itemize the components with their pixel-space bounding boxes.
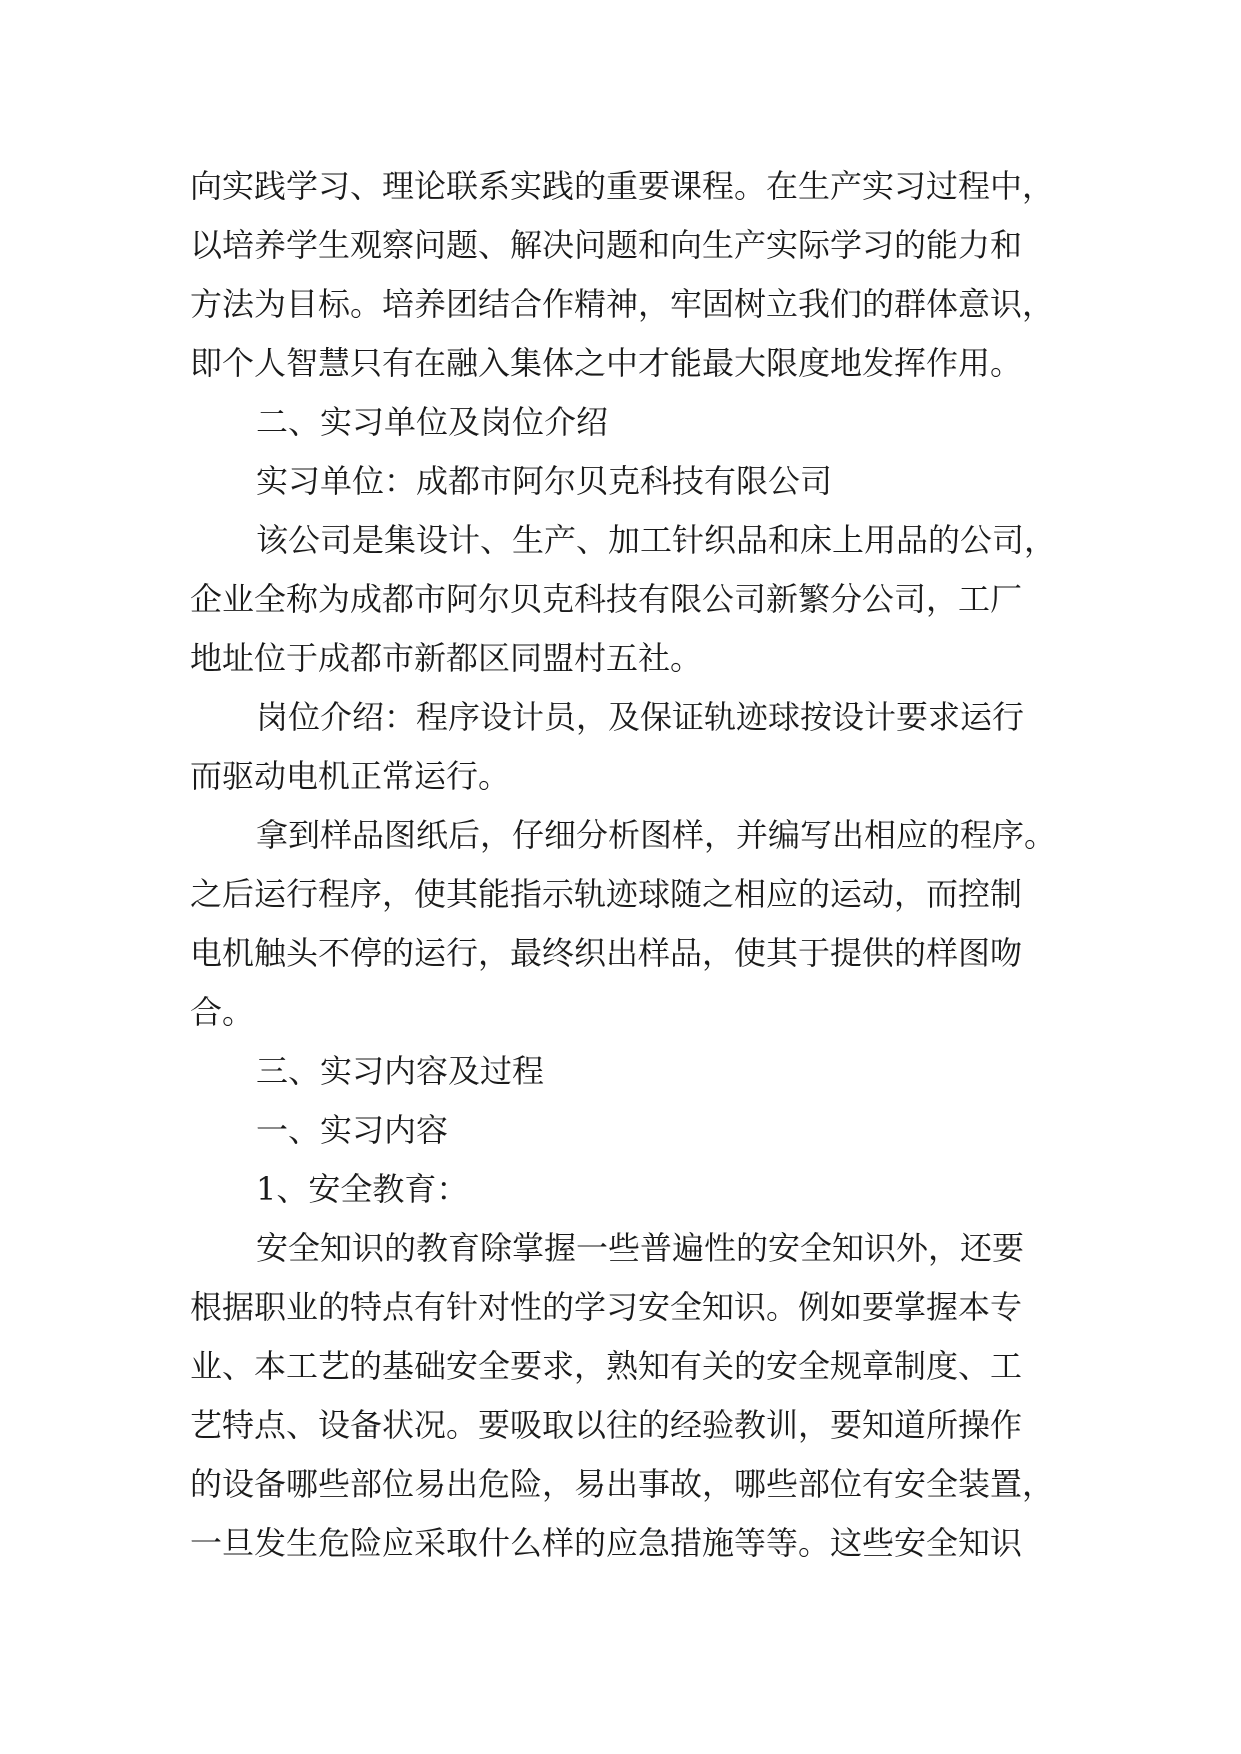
item-heading-1: 1、安全教育： [256, 1170, 469, 1208]
text-line-23: 的设备哪些部位易出危险，易出事故，哪些部位有安全装置， [190, 1465, 1055, 1503]
text-line-13: 之后运行程序，使其能指示轨迹球随之相应的运动，而控制 [190, 875, 1023, 913]
text-line-24: 一旦发生危险应采取什么样的应急措施等等。这些安全知识 [190, 1524, 1023, 1562]
text-line-2: 以培养学生观察问题、解决问题和向生产实际学习的能力和 [190, 226, 1023, 264]
text-line-10: 岗位介绍：程序设计员，及保证轨迹球按设计要求运行 [256, 698, 1025, 736]
text-line-12: 拿到样品图纸后，仔细分析图样，并编写出相应的程序。 [256, 816, 1057, 854]
text-line-9: 地址位于成都市新都区同盟村五社。 [190, 639, 703, 677]
text-line-21: 业、本工艺的基础安全要求，熟知有关的安全规章制度、工 [190, 1347, 1023, 1385]
text-line-15: 合。 [190, 993, 255, 1031]
text-line-22: 艺特点、设备状况。要吸取以往的经验教训，要知道所操作 [190, 1406, 1023, 1444]
text-line-14: 电机触头不停的运行，最终织出样品，使其于提供的样图吻 [190, 934, 1023, 972]
text-line-19: 安全知识的教育除掌握一些普遍性的安全知识外，还要 [256, 1229, 1025, 1267]
text-line-7: 该公司是集设计、生产、加工针织品和床上用品的公司， [256, 521, 1057, 559]
text-line-11: 而驱动电机正常运行。 [190, 757, 511, 795]
text-line-1: 向实践学习、理论联系实践的重要课程。在生产实习过程中， [190, 167, 1055, 205]
text-line-3: 方法为目标。培养团结合作精神，牢固树立我们的群体意识， [190, 285, 1055, 323]
section-heading-3: 三、实习内容及过程 [256, 1052, 545, 1090]
text-line-8: 企业全称为成都市阿尔贝克科技有限公司新繁分公司，工厂 [190, 580, 1023, 618]
section-heading-2: 二、实习单位及岗位介绍 [256, 403, 609, 441]
subsection-heading-1: 一、实习内容 [256, 1111, 449, 1149]
text-line-6: 实习单位：成都市阿尔贝克科技有限公司 [256, 462, 833, 500]
text-line-20: 根据职业的特点有针对性的学习安全知识。例如要掌握本专 [190, 1288, 1023, 1326]
text-line-4: 即个人智慧只有在融入集体之中才能最大限度地发挥作用。 [190, 344, 1023, 382]
